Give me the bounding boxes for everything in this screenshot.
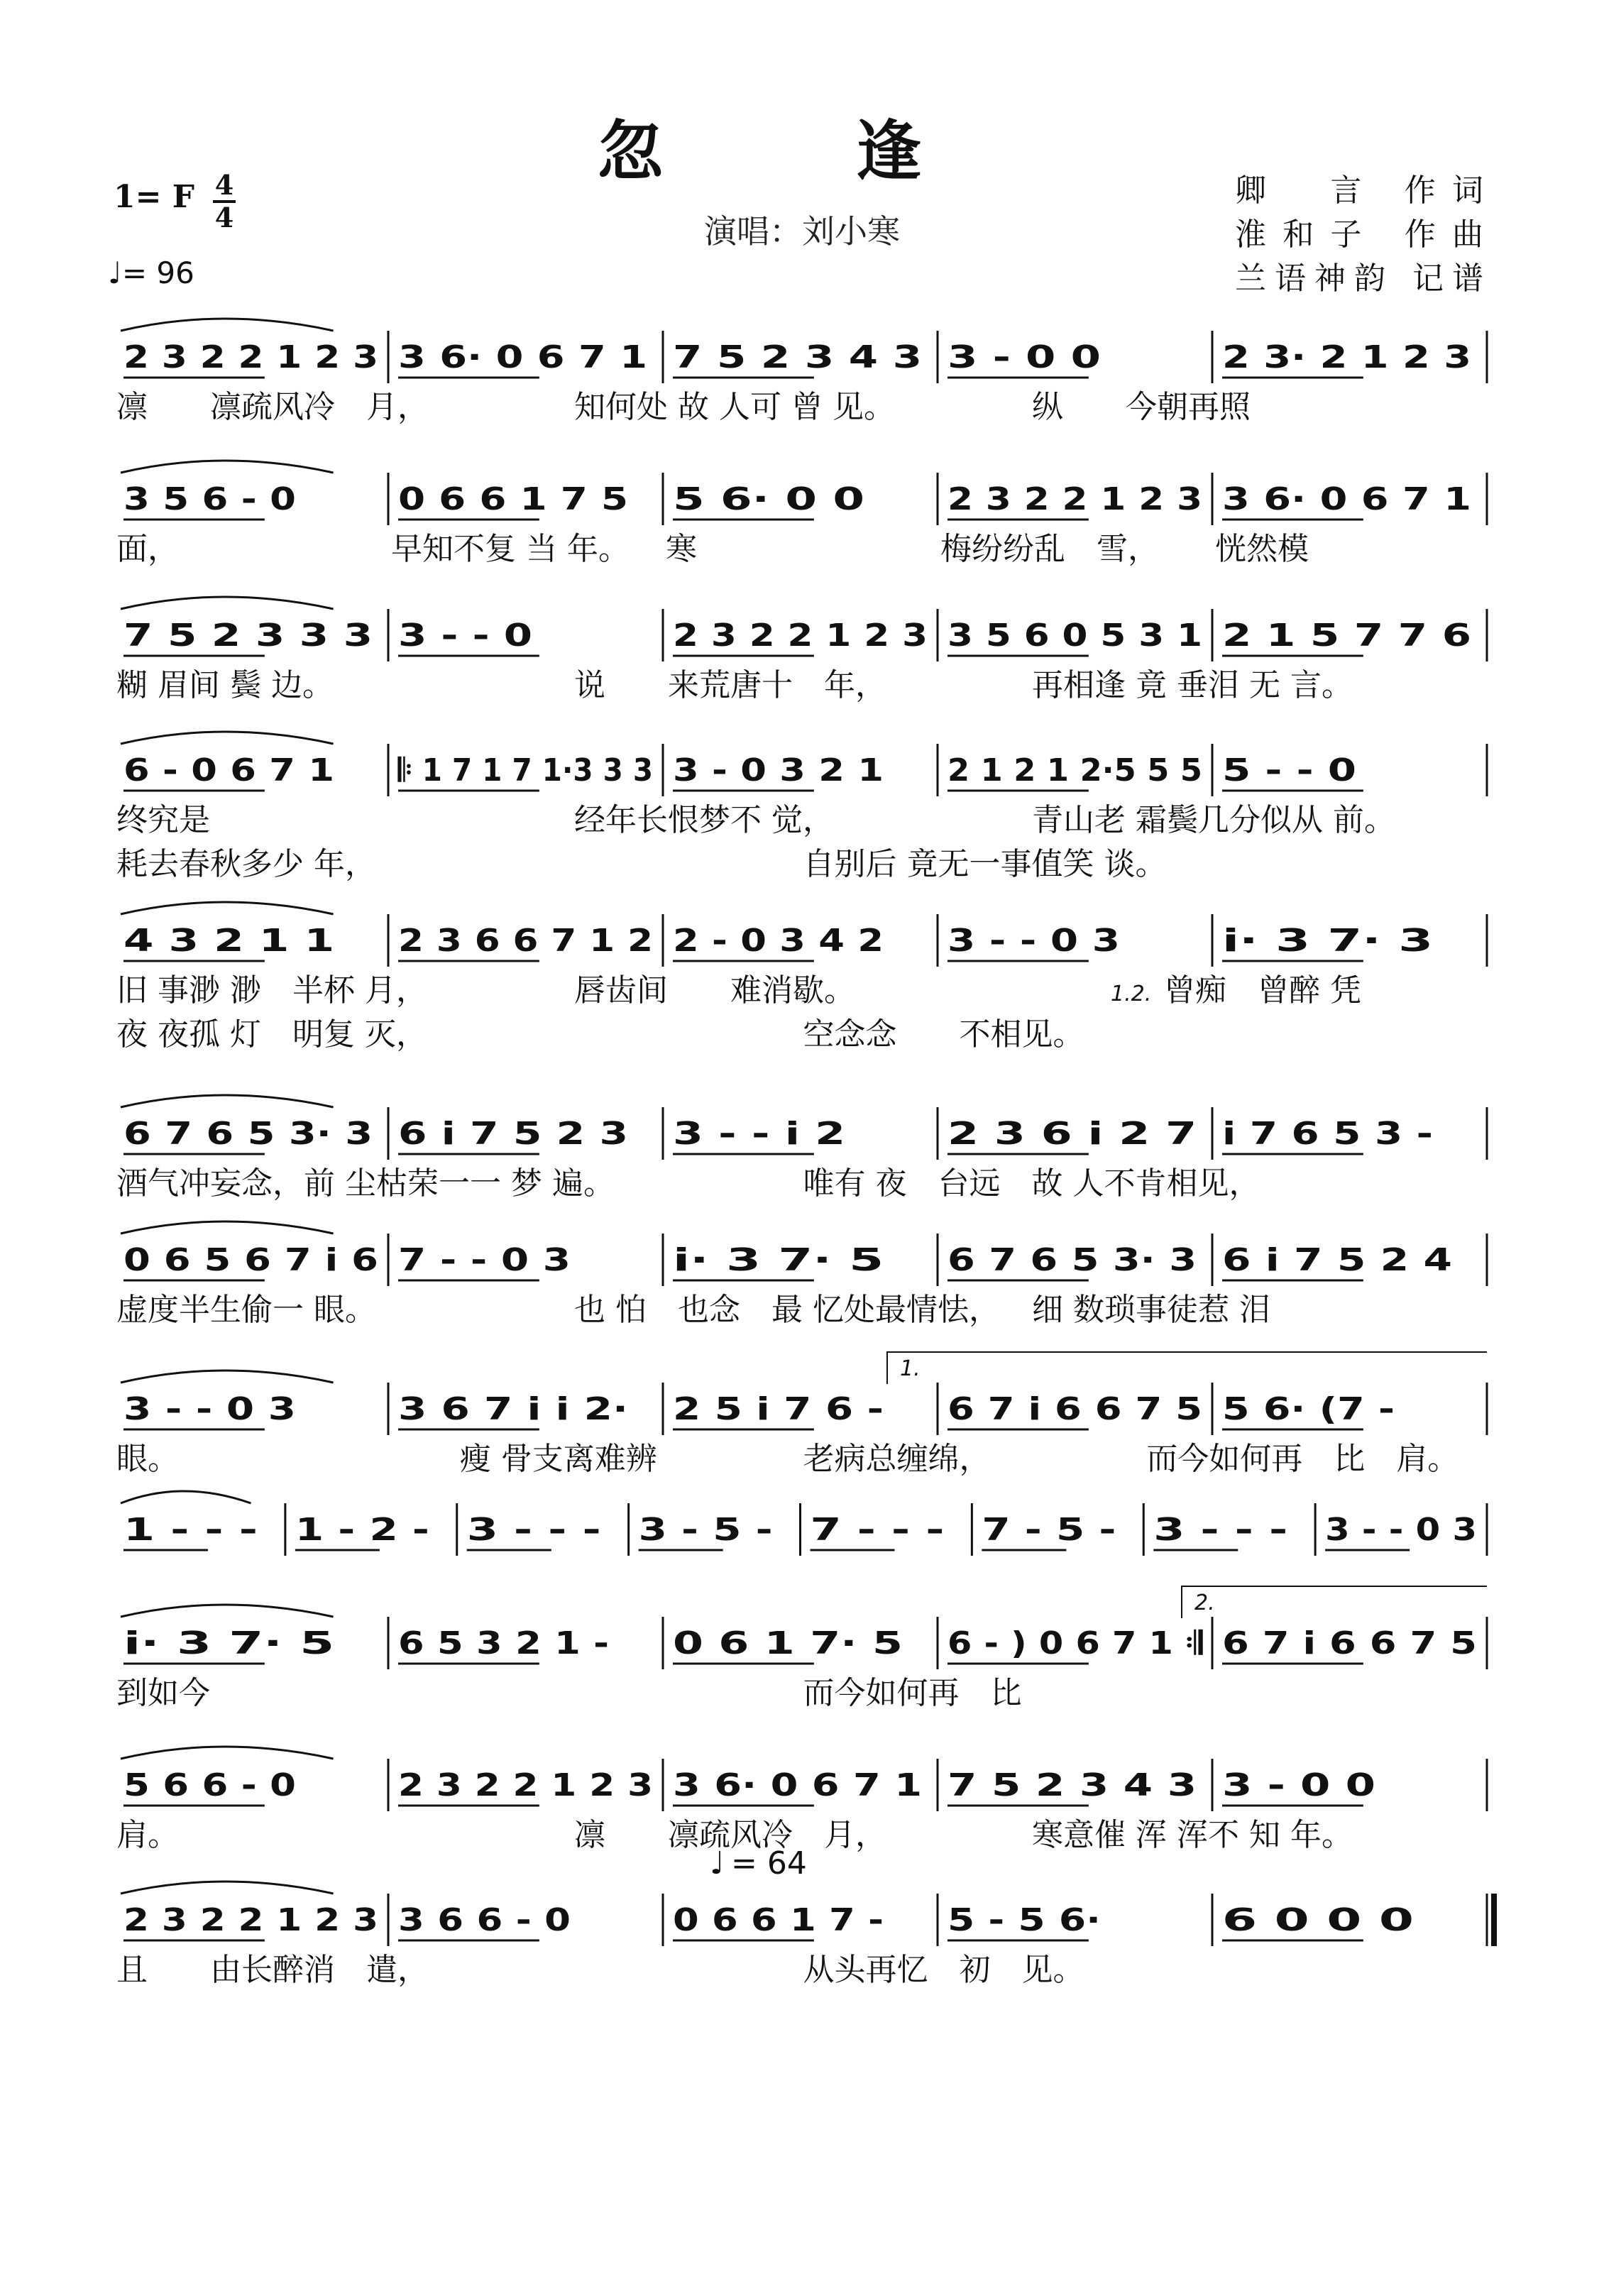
measure-notes: 5 6· 0 0 [673,481,864,517]
slur-mark [121,1221,334,1234]
measure-notes: 5 6· (7 - [1222,1391,1395,1427]
lyric-segment: 凛 凛疏风冷 月， [116,389,429,425]
lyricist-credit: 卿 言 作词 [1235,172,1483,209]
measure-notes: 2 3 2 2 1 2 3 [123,1902,378,1938]
measure-notes: 𝄆 1 7 1 7 1·3 3 3 [397,752,653,789]
slur-mark [121,1605,334,1617]
lyric-segment: 眼。 [116,1441,179,1477]
tempo-value: = 96 [121,256,194,290]
lyric-segment: 寒意催 浑 浑不 知 年。 [1032,1817,1353,1853]
measure-notes: 6 i 7 5 2 4 [1222,1242,1452,1278]
measure-notes: 3 6· 0 6 7 1 [673,1767,922,1803]
measure-notes: 2 3 6 i 2 7 [947,1116,1197,1152]
lyric-segment: 老病总缠绵， [803,1441,991,1477]
page-title: 忽 逢 [597,113,1007,189]
measure-notes: 5 - - 0 [1222,752,1356,789]
lyric-segment: 早知不复 当 年。 [391,531,630,567]
measure-notes: 3 - - - [1153,1512,1288,1548]
lyric-segment: 而今如何再 比 肩。 [1146,1441,1459,1477]
measure-notes: 2 5 i 7 6 - [673,1391,884,1427]
measure-notes: 4 3 2 1 1 [123,923,334,959]
measure-notes: 2 3 2 2 1 2 3 [947,481,1202,517]
lyric-segment: 肩。 [116,1817,179,1853]
measure-notes: i· 3 7· 5 [673,1242,884,1278]
measure-notes: 3 - 0 0 [947,339,1101,375]
measure-notes: 7 5 2 3 4 3 [947,1767,1197,1803]
lyric-segment: 唯有 夜 台远 故 人不肯相见， [803,1165,1260,1202]
measure-notes: 1 - 2 - [295,1512,429,1548]
lyric-segment: 知何处 故 人可 曾 见。 [574,389,895,425]
meter-bottom: 4 [214,202,234,234]
slur-mark [121,461,334,473]
measure-notes: 6 0 0 0 [1222,1902,1414,1938]
lyric-segment: 且 由长醉消 遣， [116,1952,429,1988]
measure-notes: 2 3 2 2 1 2 3 [673,617,928,654]
composer-credit: 淮和子 作曲 [1235,216,1483,253]
measure-notes: 0 6 1 7· 5 [673,1625,903,1661]
measure-notes: 7 - - 0 3 [398,1242,571,1278]
lyric-segment: 瘦 骨支离难辨 [459,1441,657,1477]
measure-notes: 0 6 6 1 7 - [673,1902,884,1938]
measure-notes: 3 6· 0 6 7 1 [1222,481,1471,517]
lyric-segment: 糊 眉间 鬓 边。 [116,667,334,703]
measure-notes: 6 7 6 5 3· 3 [947,1242,1197,1278]
slur-mark [121,1371,334,1383]
measure-notes: 1 - - - [123,1512,258,1548]
volta-label: 2. [1194,1591,1215,1615]
measure-notes: 0 6 6 1 7 5 [398,481,628,517]
tempo-change: = 64 [731,1845,807,1882]
lyric-segment: 旧 事渺 渺 半杯 月， [116,972,427,1009]
measure-notes: 7 5 2 3 3 3 [123,617,373,654]
measure-notes: 2 3 6 6 7 1 2 [398,923,653,959]
lyric-segment: 空念念 不相见。 [803,1016,1084,1053]
lyric-segment: 面， [116,531,179,567]
volta-label: 1.2. [1111,982,1152,1006]
measure-notes: 6 7 i 6 6 7 5 [947,1391,1202,1427]
measure-notes: i· 3 7· 3 [1222,923,1433,959]
measure-notes: 5 - 5 6· [947,1902,1101,1938]
measure-notes: 6 i 7 5 2 3 [398,1116,628,1152]
meter-top: 4 [214,169,234,201]
lyric-segment: 也 怕 也念 最 忆处最情怯， [574,1292,1000,1328]
measure-notes: 6 7 i 6 6 7 5 [1222,1625,1477,1661]
lyric-segment: 酒气冲妄念，前 尘枯荣一一 梦 遍。 [116,1165,615,1202]
slur-mark [121,1491,251,1503]
lyric-segment: 梅纷纷乱 雪， [940,531,1159,567]
slur-mark [121,319,334,331]
measure-notes: 3 6 7 i i 2· [398,1391,628,1427]
measure-notes: 2 1 5 7 7 6 [1222,617,1471,654]
lyric-segment: 寒 [666,531,697,567]
measure-notes: 6 - ) 0 6 7 1 𝄇 [947,1625,1204,1661]
measure-notes: i· 3 7· 5 [123,1625,334,1661]
measure-notes: 3 - - 0 3 [947,923,1120,959]
measure-notes: 0 6 5 6 7 i 6 [123,1242,378,1278]
volta-bracket [1182,1586,1487,1618]
lyric-segment: 耗去春秋多少 年， [116,846,376,882]
slur-mark [121,1882,334,1894]
measure-notes: 3 - - 0 [398,617,532,654]
slur-mark [121,1095,334,1107]
lyric-segment: 凛 凛疏风冷 月， [574,1817,886,1853]
measure-notes: 3 5 6 - 0 [123,481,296,517]
lyric-segment: 说 来荒唐十 年， [574,667,886,703]
lyric-segment: 青山老 霜鬓几分似从 前。 [1032,802,1395,838]
measure-notes: 2 3 2 2 1 2 3 [123,339,378,375]
slur-mark [121,1747,334,1759]
lyric-segment: 到如今 [116,1675,210,1711]
lyric-segment: 终究是 [116,802,210,838]
lyric-segment: 从头再忆 初 见。 [803,1952,1084,1988]
volta-label: 1. [900,1356,921,1381]
quarter-note-icon: ♩ [710,1845,725,1882]
lyric-segment: 而今如何再 比 [803,1675,1022,1711]
key-signature: 1= F [114,179,195,215]
measure-notes: 2 1 2 1 2·5 5 5 [947,752,1202,789]
measure-notes: 3 - 5 - [638,1512,773,1548]
measure-notes: 3 - 0 3 2 1 [673,752,884,789]
singer-credit: 演唱：刘小寒 [704,212,900,251]
measure-notes: 6 7 6 5 3· 3 [123,1116,373,1152]
lyric-segment: 恍然模 [1215,531,1309,567]
measure-notes: i 7 6 5 3 - [1222,1116,1433,1152]
lyric-segment: 经年长恨梦不 觉， [574,802,834,838]
lyric-segment: 细 数琐事徒惹 泪 [1032,1292,1270,1328]
slur-mark [121,597,334,609]
measure-notes: 7 - - - [810,1512,945,1548]
lyric-segment: 自别后 竟无一事值笑 谈。 [803,846,1167,882]
lyric-segment: 虚度半生偷一 眼。 [116,1292,376,1328]
measure-notes: 3 - - 0 3 [1325,1512,1477,1548]
lyric-segment: 再相逢 竟 垂泪 无 言。 [1032,667,1353,703]
measure-notes: 2 3 2 2 1 2 3 [398,1767,653,1803]
volta-bracket [887,1352,1487,1384]
measure-notes: 2 - 0 3 4 2 [673,923,884,959]
lyric-segment: 夜 夜孤 灯 明复 灭， [116,1016,427,1053]
transcriber-credit: 兰语神韵 记谱 [1235,260,1483,297]
measure-notes: 7 - 5 - [982,1512,1116,1548]
quarter-note-icon: ♩ [108,256,122,290]
measure-notes: 5 6 6 - 0 [123,1767,296,1803]
measure-notes: 2 3· 2 1 2 3 [1222,339,1471,375]
measure-notes: 6 - 0 6 7 1 [123,752,334,789]
measure-notes: 7 5 2 3 4 3 [673,339,922,375]
slur-mark [121,902,334,914]
measure-notes: 3 - - 0 3 [123,1391,296,1427]
slur-mark [121,732,334,744]
lyric-segment: 唇齿间 难消歇。 [574,972,855,1009]
measure-notes: 3 5 6 0 5 3 1 [947,617,1202,654]
lyric-segment: 纵 今朝再照 [1032,389,1251,425]
measure-notes: 3 - - i 2 [673,1116,845,1152]
measure-notes: 6 5 3 2 1 - [398,1625,609,1661]
measure-notes: 3 - 0 0 [1222,1767,1375,1803]
measure-notes: 3 6· 0 6 7 1 [398,339,647,375]
measure-notes: 3 6 6 - 0 [398,1902,571,1938]
measure-notes: 3 - - - [466,1512,601,1548]
lyric-segment: 曾痴 曾醉 凭 [1164,972,1361,1009]
